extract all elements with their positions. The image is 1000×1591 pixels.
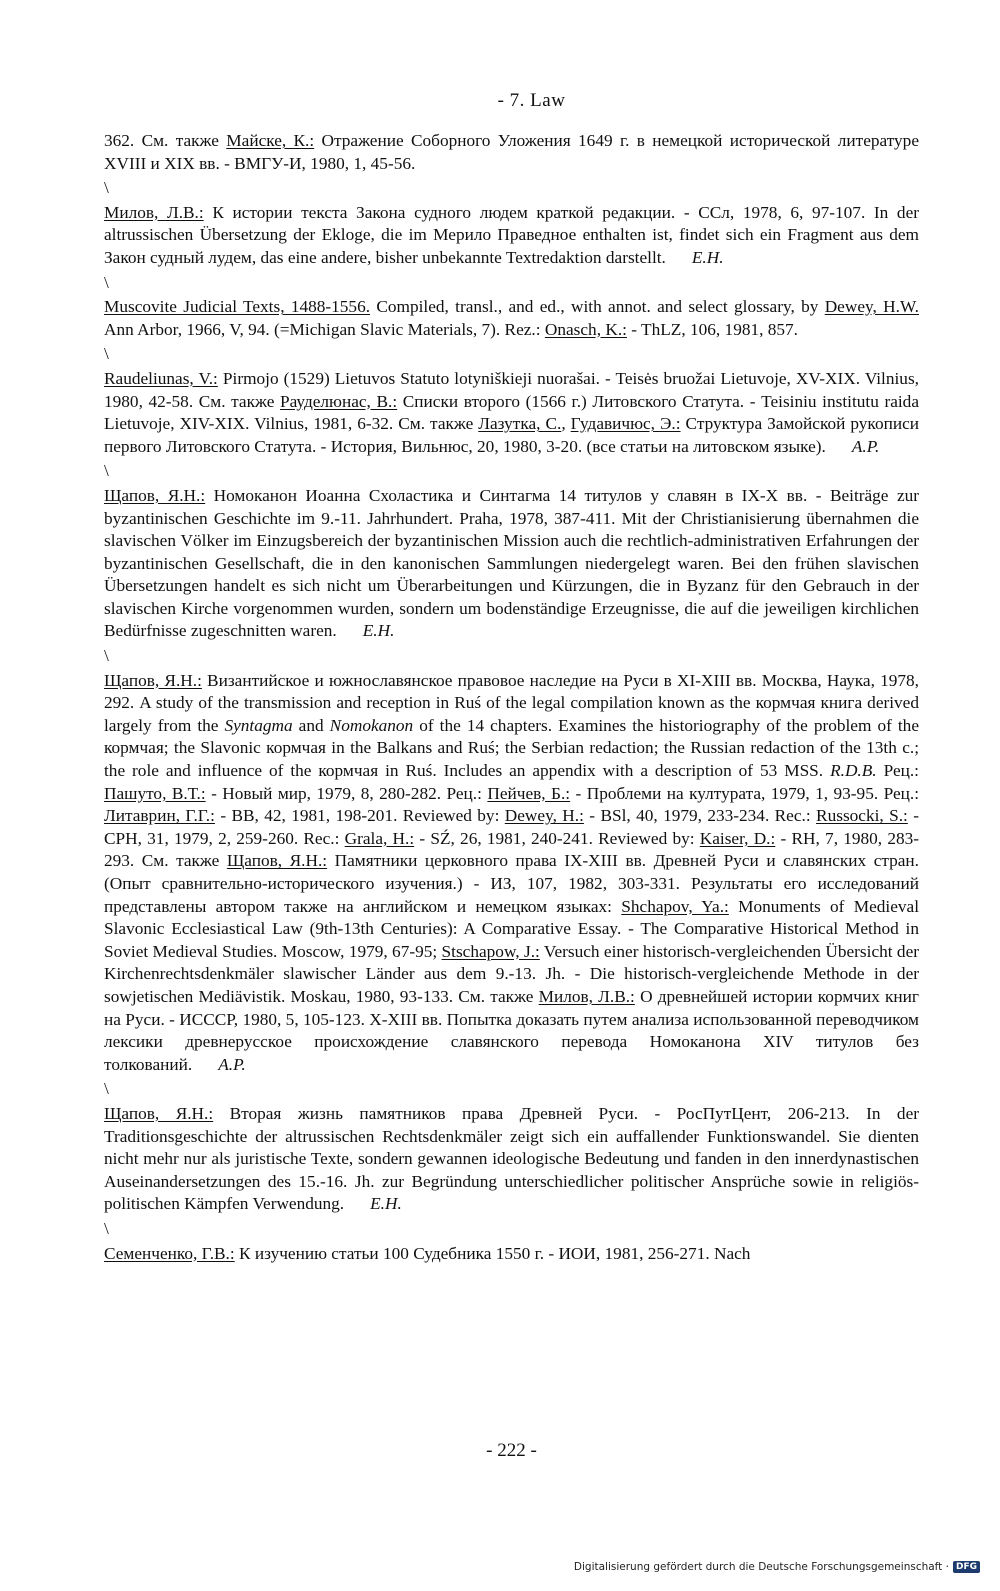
entry-raudeliunas: Raudeliunas, V.: Pirmojo (1529) Lietuvos Statuto lotyniškieji nuorašai. - Teisės bruožai Lietuvoje, XV-XIX. Vilnius, 1980, 42-58. См. также Рауделюнас, В.: Списки второго (1566 г.) Литовского Статута. - Teisiniu institutu raida Lietuvoje, XIV-XIX. Vilnius, 1981, 6-32. См. также Лазутка, С., Гудавичюс, Э.: Структура Замойской рукописи первого Литовского Статута. - История, Вильнюс, 20, 1980, 3-20. (все статьи на литовском языке). A.P. xyxy=(104,368,919,456)
author-name: Raudeliunas, V.: xyxy=(104,368,218,388)
entry-shchapov-3: Щапов, Я.Н.: Вторая жизнь памятников права Древней Руси. - РосПутЦент, 206-213. In der Traditionsgeschichte der altrussischen Rechtsdenkmäler zeigt sich ein auffallender Funktionswandel. Sie dienten nicht mehr nur als juristische Texte, sondern gewannen ideologische Bedeutung und fanden in den innerdynastischen Auseinandersetzungen des 15.-16. Jh. zur Begründung unterschiedlicher politischer Ansprüche sowie in religiös-politischen Kämpfen Verwendung. E.H. xyxy=(104,1103,919,1214)
reviewer-initials: E.H. xyxy=(691,247,724,267)
entry-milov: Милов, Л.В.: К истории текста Закона судного людем краткой редакции. - ССл, 1978, 6, 97-107. In der altrussischen Übersetzung der Ekloge, die im Мерило Праведное enthalten ist, findet sich ein Fragment aus dem Закон судный лудем, das eine andere, bisher unbekannte Textredaktion darstellt. E.H. xyxy=(104,202,919,267)
author-name: Семенченко, Г.В.: xyxy=(104,1243,235,1263)
author-name: Щапов, Я.Н.: xyxy=(104,1103,214,1123)
entry-separator: \ xyxy=(104,178,109,198)
entry-362: 362. См. также Майске, К.: Отражение Соборного Уложения 1649 г. в немецкой исторической литературе XVIII и XIX вв. - ВМГУ-И, 1980, 1, 45-56. xyxy=(104,131,919,173)
author-name: Щапов, Я.Н.: xyxy=(104,485,206,505)
entry-separator: \ xyxy=(104,1079,109,1099)
document-page xyxy=(104,0,919,1591)
dfg-logo-icon: DFG xyxy=(953,1561,980,1573)
entry-shchapov-1: Щапов, Я.Н.: Номоканон Иоанна Схоластика и Синтагма 14 титулов у славян в IX-X вв. - Beiträge zur byzantinischen Geschichte im 9.-11. Jahrhundert. Praha, 1978, 387-411. Mit der Christianisierung übernahmen die slavischen Völker im Einzugsbereich der byzantinischen Mission auch die rechtlich-administrativen Erfahrungen der byzantinischen Gesellschaft, die in den kanonischen Sammlungen niedergelegt waren. Bei den frühen slavischen Übersetzungen handelt es sich nicht um Überarbeitungen und Kürzungen, die in Byzanz für den Gebrauch in der slavischen Kirche vorgenommen wurden, sondern um bodenständige Erzeugnisse, die auf die jeweiligen kirchlichen Bedürfnisse zugeschnitten waren. E.H. xyxy=(104,485,920,641)
author-name: Лазутка, С. xyxy=(478,414,562,434)
author-name: Милов, Л.В.: xyxy=(104,202,204,222)
page-number: - 222 - xyxy=(486,1440,537,1461)
entry-muscovite: Muscovite Judicial Texts, 1488-1556. Compiled, transl., and ed., with annot. and select glossary, by Dewey, H.W. Ann Arbor, 1966, V, 94. (=Michigan Slavic Materials, 7). Rez.: Onasch, K.: - ThLZ, 106, 1981, 857. xyxy=(104,297,919,339)
entry-separator: \ xyxy=(104,344,109,364)
entry-separator: \ xyxy=(104,1218,109,1238)
reviewer-initials: E.H. xyxy=(370,1194,402,1214)
author-name: Щапов, Я.Н.: xyxy=(104,670,202,690)
author-name: Onasch, K.: xyxy=(544,319,627,339)
author-name: Гудавичюс, Э.: xyxy=(570,414,681,434)
reviewer-initials: R.D.B. xyxy=(830,761,877,781)
entry-separator: \ xyxy=(104,461,109,481)
reviewer-initials: A.P. xyxy=(851,436,880,456)
entry-shchapov-2: Щапов, Я.Н.: Византийское и южнославянское правовое наследие на Руси в XI-XIII вв. Москва, Наука, 1978, 292. A study of the transmission and reception in Ruś of the legal compilation known as the кормчая книга derived largely from the Syntagma and Nomokanon of the 14 chapters. Examines the historiography of the problem of the кормчая; the Slavonic кормчая in the Balkans and Ruś; the Serbian redaction; the Russian redaction of the 13th c.; the role and influence of the кормчая in Ruś. Includes an appendix with a description of 53 MSS. R.D.B. Рец.: Пашуто, В.Т.: - Новый мир, 1979, 8, 280-282. Рец.: Пейчев, Б.: - Проблеми на културата, 1979, 1, 93-95. Рец.: Литаврин, Г.Г.: - ВВ, 42, 1981, 198-201. Reviewed by: Dewey, H.: - BSl, 40, 1979, 233-234. Rec.: Russocki, S.: - CPH, 31, 1979, 2, 259-260. Rec.: Grala, H.: - SŹ, 26, 1981, 240-241. Reviewed by: Kaiser, D.: - RH, 7, 1980, 283-293. См. также Щапов, Я.Н.: Памятники церковного права IX-XIII вв. Древней Руси и славянских стран. (Опыт сравнительно-исторического изучения.) - ИЗ, 107, 1982, 303-331. Результаты его исследований представлены автором также на английском и немецком языках: Shchapov, Ya.: Monuments of Medieval Slavonic Ecclesiastical Law (9th-13th Centuries): A Comparative Essay. - The Comparative Historical Method in Soviet Medieval Studies. Moscow, 1979, 67-95; Stschapow, J.: Versuch einer historisch-vergleichenden Übersicht der Kirchenrechtsdenkmäler slawischer Länder aus dem 9.-13. Jh. - Die historisch-vergleichende Methode in der sowjetischen Mediävistik. Moskau, 1980, 93-133. См. также Милов, Л.В.: О древнейшей истории кормчих книг на Руси. - ИССCР, 1980, 5, 105-123. X-XIII вв. Попытка доказать путем анализа использованной переводчиком лексики древнерусское происхождение славянского перевода Номоканона XIV титулов без толкований. A.P. xyxy=(104,670,920,1074)
reviewer-initials: E.H. xyxy=(362,621,395,641)
entry-separator: \ xyxy=(104,646,109,666)
author-link: Майске, К.: xyxy=(226,131,315,150)
author-name: Dewey, H.W. xyxy=(824,297,919,317)
entry-semenchenko: Семенченко, Г.В.: К изучению статьи 100 Судебника 1550 г. - ИОИ, 1981, 256-271. Nach xyxy=(104,1243,751,1263)
reviewer-initials: A.P. xyxy=(218,1054,246,1074)
digitization-credit: Digitalisierung gefördert durch die Deutsche Forschungsgemeinschaft · DFG xyxy=(574,1561,980,1573)
title-name: Muscovite Judicial Texts, 1488-1556. xyxy=(104,297,371,317)
page-header: - 7. Law xyxy=(497,90,566,111)
entry-separator: \ xyxy=(104,272,109,292)
bibliography-body xyxy=(104,130,919,1267)
author-name: Рауделюнас, В.: xyxy=(280,391,398,411)
